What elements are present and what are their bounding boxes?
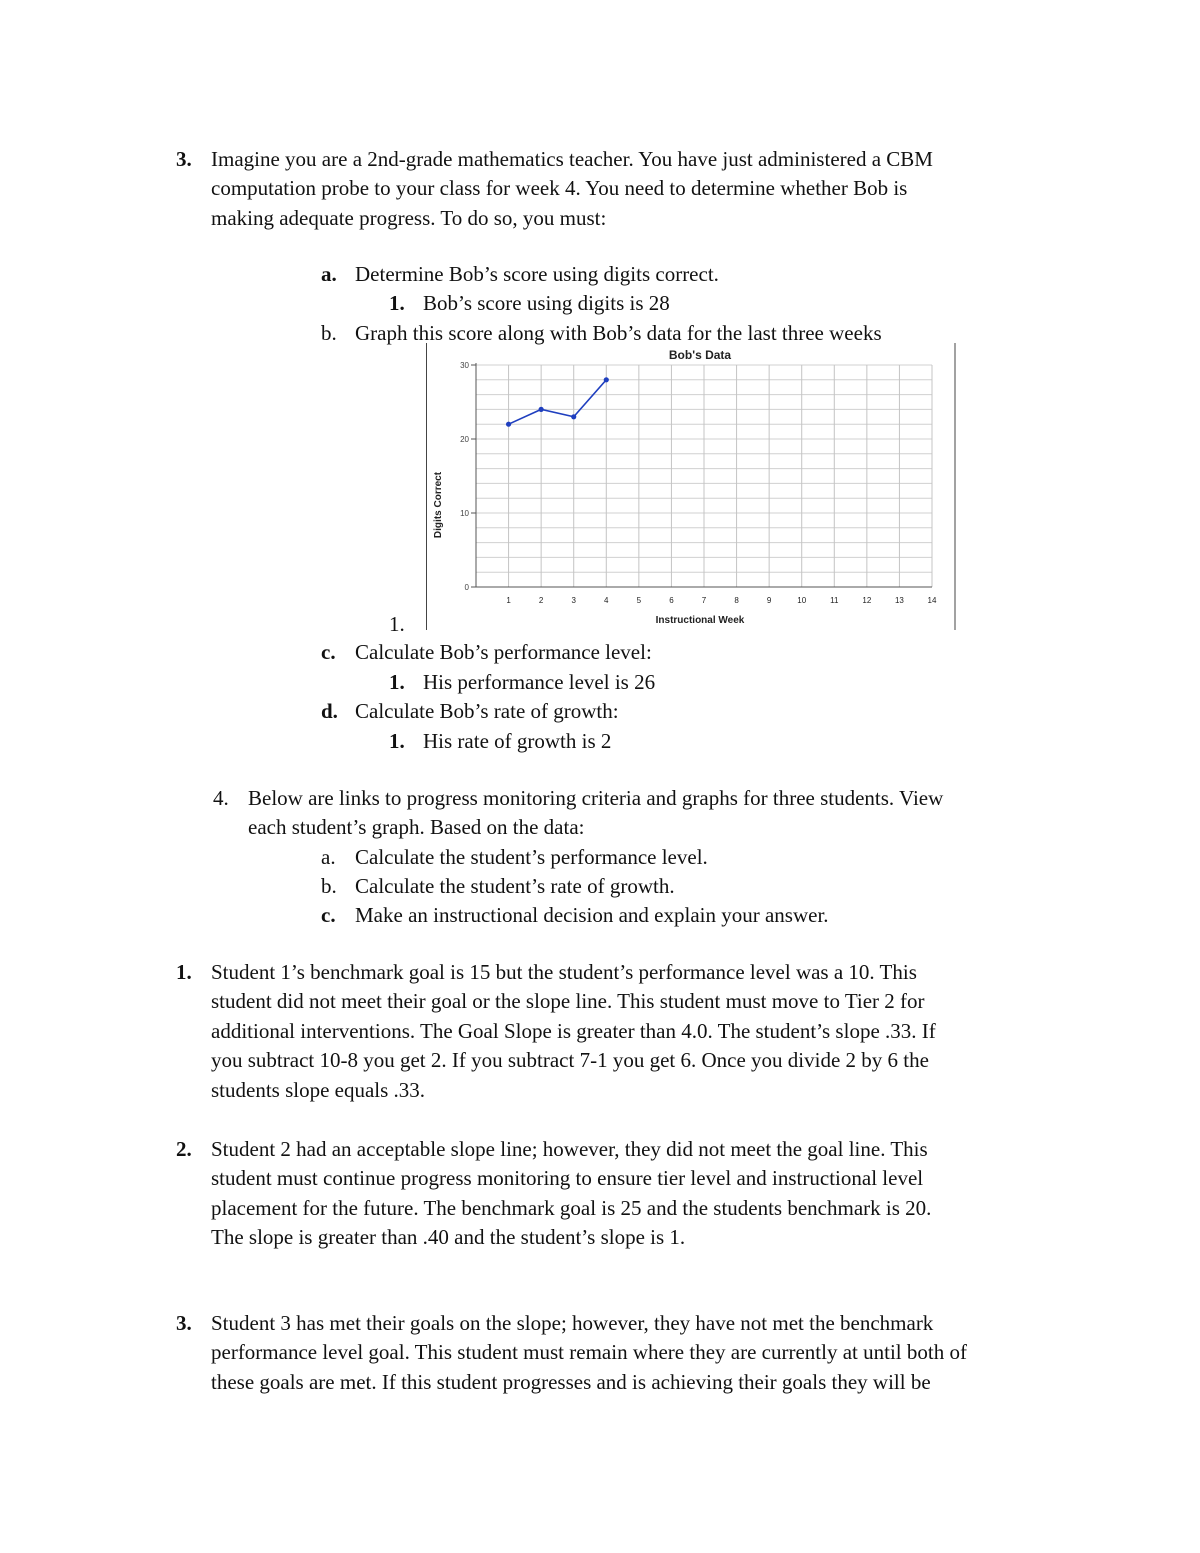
chart-x-tick-label: 9 (766, 596, 772, 605)
chart-x-tick-label: 14 (927, 596, 937, 605)
q3d-mark: d. (321, 699, 338, 723)
q3d-sub-mark: 1. (389, 729, 405, 753)
chart-data-point (539, 407, 544, 412)
answer-3-line-3: these goals are met. If this student progresses and is achieving their goals they will be (211, 1370, 931, 1394)
chart-x-tick-label: 13 (894, 596, 904, 605)
answer-1-line-5: students slope equals .33. (211, 1078, 426, 1102)
q3a-sub-mark: 1. (389, 291, 405, 315)
q4b-mark: b. (321, 874, 337, 898)
answer-3-line-2: performance level goal. This student must remain where they are currently at until both of (211, 1340, 967, 1364)
q4-number: 4. (213, 786, 229, 810)
chart-x-tick-label: 8 (734, 596, 739, 605)
chart-y-tick-label: 0 (464, 583, 469, 592)
q4-line-1: Below are links to progress monitoring criteria and graphs for three students. View (248, 786, 944, 810)
q3-line-1: Imagine you are a 2nd-grade mathematics teacher. You have just administered a CBM (211, 147, 933, 171)
q3b-text: Graph this score along with Bob’s data for the last three weeks (355, 321, 882, 345)
bobs-data-chart (426, 343, 956, 630)
chart-data-point (571, 414, 576, 419)
chart-x-tick-label: 5 (636, 596, 642, 605)
answer-1-line-1: Student 1’s benchmark goal is 15 but the student’s performance level was a 10. This (211, 960, 917, 984)
q3a-mark: a. (321, 262, 337, 286)
chart-x-tick-label: 10 (797, 596, 807, 605)
chart-x-tick-label: 3 (571, 596, 576, 605)
chart-y-tick-label: 10 (460, 509, 469, 518)
chart-x-tick-label: 7 (701, 596, 707, 605)
q4c-mark: c. (321, 903, 336, 927)
chart-y-tick-label: 30 (460, 361, 469, 370)
chart-x-tick-label: 11 (830, 596, 839, 605)
q3-number: 3. (176, 147, 192, 171)
answer-3-number: 3. (176, 1311, 192, 1335)
q3b-sub-mark: 1. (389, 612, 405, 636)
q4a-mark: a. (321, 845, 336, 869)
q4a-text: Calculate the student’s performance level. (355, 845, 708, 869)
chart-x-tick-label: 12 (862, 596, 872, 605)
chart-y-tick-label: 20 (460, 435, 469, 444)
chart-data-point (506, 422, 511, 427)
chart-x-tick-label: 1 (506, 596, 511, 605)
answer-1-line-3: additional interventions. The Goal Slope is greater than 4.0. The student’s slope .33. If (211, 1019, 936, 1043)
chart-x-tick-label: 4 (604, 596, 609, 605)
chart-series-line (509, 380, 607, 424)
q3a-sub-text: Bob’s score using digits is 28 (423, 291, 670, 315)
q3d-sub-text: His rate of growth is 2 (423, 729, 612, 753)
q3d-text: Calculate Bob’s rate of growth: (355, 699, 619, 723)
q4c-text: Make an instructional decision and explain your answer. (355, 903, 829, 927)
answer-3-line-1: Student 3 has met their goals on the slope; however, they have not met the benchmark (211, 1311, 934, 1335)
q3b-mark: b. (321, 321, 337, 345)
answer-1-line-2: student did not meet their goal or the slope line. This student must move to Tier 2 for (211, 989, 925, 1013)
answer-2-line-1: Student 2 had an acceptable slope line; however, they did not meet the goal line. This (211, 1137, 928, 1161)
q3c-sub-mark: 1. (389, 670, 405, 694)
chart-data-point (604, 377, 609, 382)
q3c-sub-text: His performance level is 26 (423, 670, 656, 694)
q4b-text: Calculate the student’s rate of growth. (355, 874, 675, 898)
answer-2-line-4: The slope is greater than .40 and the student’s slope is 1. (211, 1225, 686, 1249)
chart-x-tick-label: 2 (538, 596, 544, 605)
chart-x-tick-label: 6 (669, 596, 674, 605)
chart-y-axis-label: Digits Correct (433, 471, 444, 539)
q3c-mark: c. (321, 640, 336, 664)
answer-1-number: 1. (176, 960, 192, 984)
chart-title: Bob's Data (668, 348, 732, 362)
answer-2-line-2: student must continue progress monitoring to ensure tier level and instructional level (211, 1166, 924, 1190)
chart-x-axis-label: Instructional Week (655, 615, 745, 626)
chart-svg (426, 343, 956, 630)
answer-1-line-4: you subtract 10-8 you get 2. If you subtract 7-1 you get 6. Once you divide 2 by 6 the (211, 1048, 929, 1072)
answer-2-number: 2. (176, 1137, 192, 1161)
q3-line-3: making adequate progress. To do so, you must: (211, 206, 607, 230)
q3c-text: Calculate Bob’s performance level: (355, 640, 652, 664)
answer-2-line-3: placement for the future. The benchmark goal is 25 and the students benchmark is 20. (211, 1196, 932, 1220)
q3a-text: Determine Bob’s score using digits correct. (355, 262, 719, 286)
q3-line-2: computation probe to your class for week 4. You need to determine whether Bob is (211, 176, 908, 200)
q4-line-2: each student’s graph. Based on the data: (248, 815, 585, 839)
